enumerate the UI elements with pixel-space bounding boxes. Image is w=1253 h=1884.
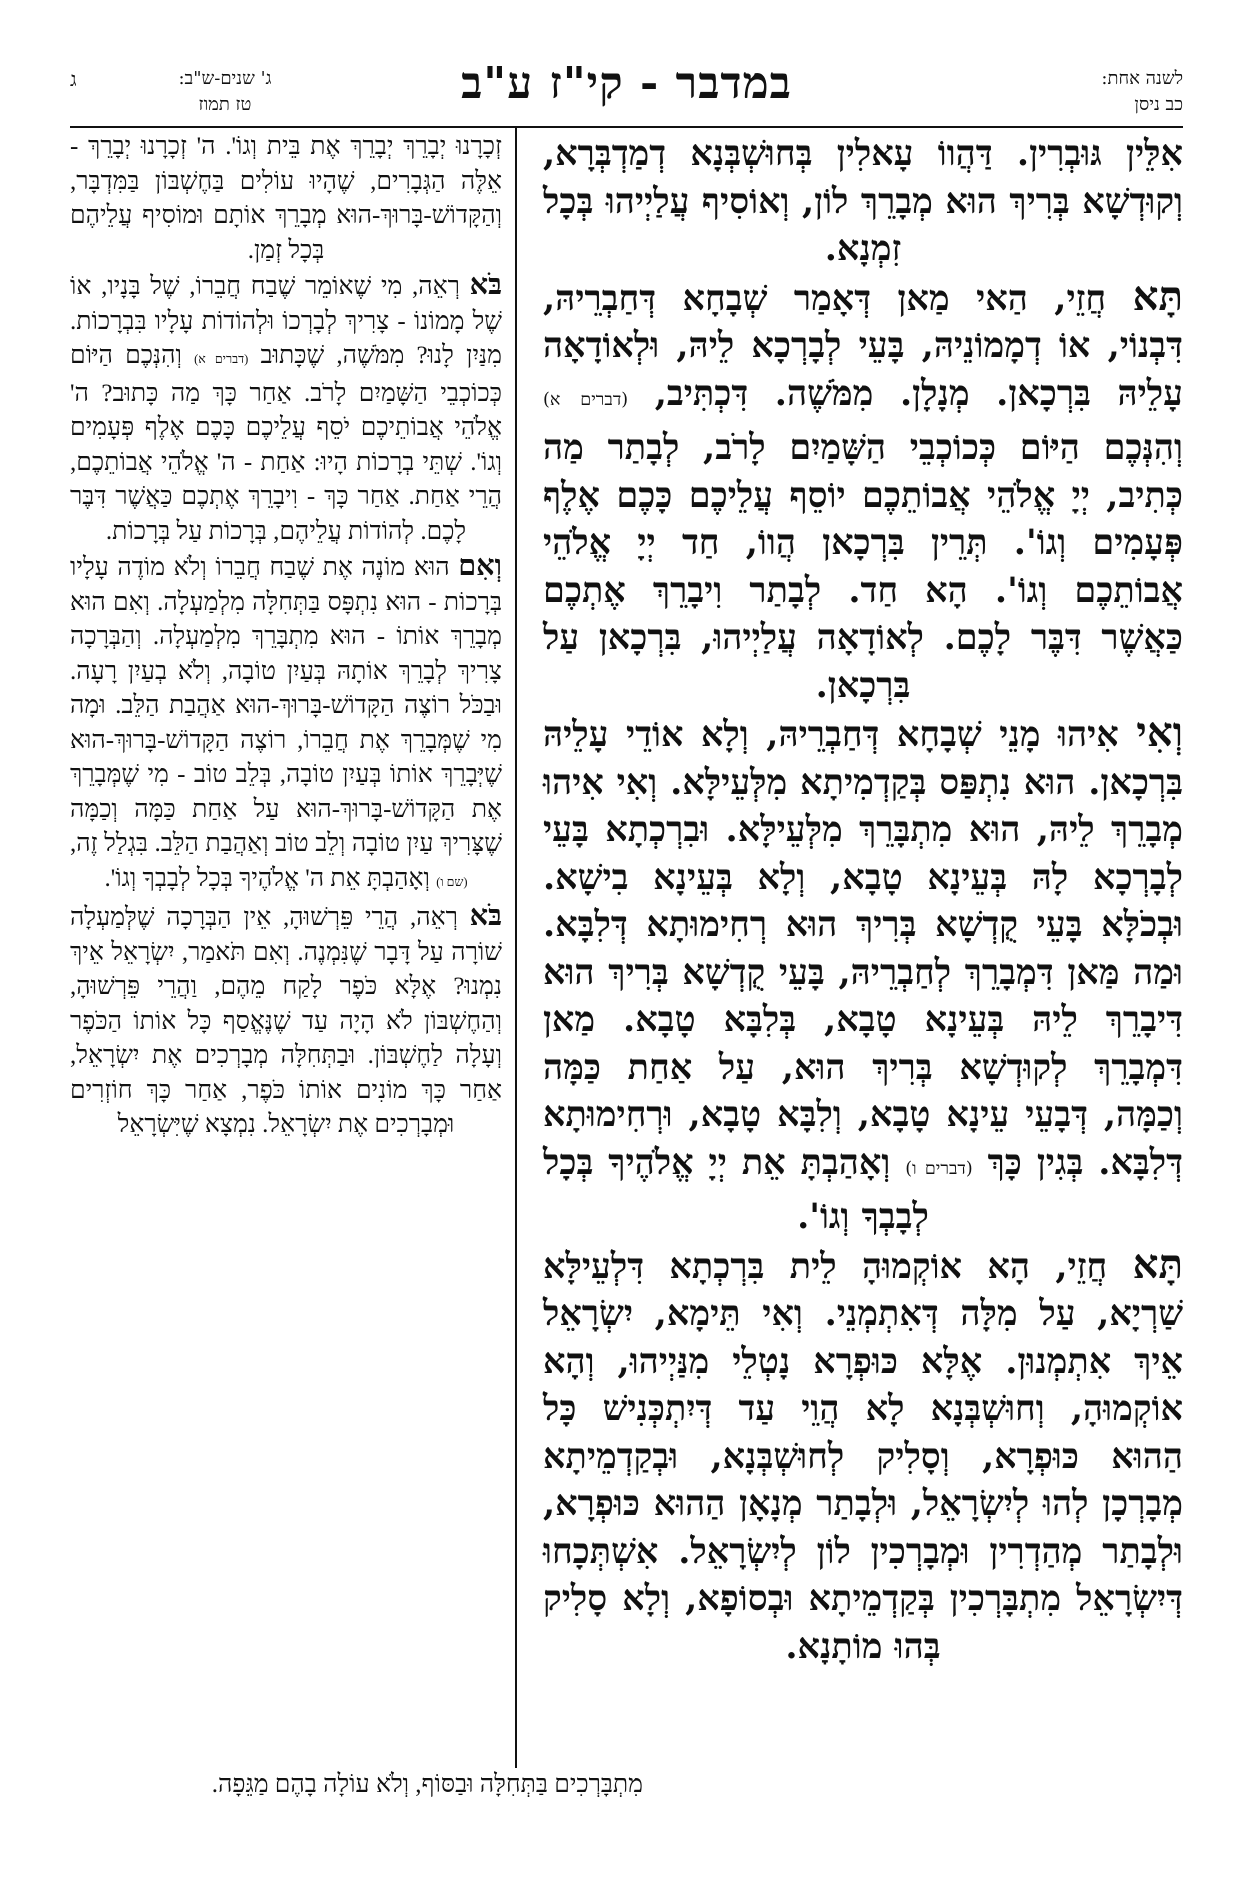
side-paragraph-2-text-a: רְאֵה, מִי שֶׁאוֹמֵר שֶׁבַח חֲבֵרוֹ, שֶׁל בָּנָיו, אוֹ שֶׁל מָמוֹנוֹ - צָרִיךְ לְבָרְכוֹ וּלְהוֹדוֹת עָלָיו בִּבְרָכוֹת. מִנַּיִן לָנוּ? מִמֹּשֶׁה, שֶׁכָּתוּב (70, 273, 502, 369)
page-title: במדבר - קי"ז ע"ב (461, 58, 792, 109)
side-column-continuation: מִתְבָּרְכִים בַּתְּחִלָּה וּבַסּוֹף, וְלֹא עוֹלָה בָהֶם מַגֵּפָה. (211, 1771, 643, 1798)
page-number: ג (70, 67, 77, 91)
main-paragraph-3 (543, 709, 1183, 1241)
main-paragraph-2-lead: תָּא (1132, 272, 1183, 320)
main-paragraph-2-text-a: חֲזֵי, הַאי מַאן דְּאָמַר שְׁבָחָא דְּחַבְרֵיהּ, דִּבְנוֹי, אוֹ דְמָמוֹנֵיהּ, בָּעֵי לְבָרְכָא לֵיהּ, וּלְאוֹדָאָה עָלֵיהּ בִּרְכָאן. מְנָלָן. מִמֹּשֶׁה. דִּכְתִּיב, (543, 277, 1183, 414)
main-paragraph-3-text-b: וְאָהַבְתָּ אֵת יְיָ אֱלֹהֶיךָ בְּכָל לְבָבְךָ וְגוֹ'. (543, 1141, 929, 1237)
schedule-one-year-label: לשנה אחת: (1101, 68, 1183, 89)
schedule-three-years-label: ג' שנים-ש"ב: (178, 68, 272, 89)
main-paragraph-4-lead: תָּא (1132, 1240, 1183, 1288)
main-paragraph-4 (543, 1241, 1183, 1671)
side-paragraph-3-reference: (שם ו) (436, 874, 468, 889)
side-paragraph-3-text-b: וְאָהַבְתָּ אֵת ה' אֱלֹהֶיךָ בְּכָל לְבָבְךָ וְגוֹ'. (104, 864, 437, 892)
column-divider (515, 128, 517, 1768)
main-paragraph-1: אִלֵּין גּוּבְרִין. דַּהֲווֹ עָאלִין בְּחוּשְׁבְּנָא דְמַדְבְּרָא, וְקוּדְשָׁא בְּרִיךְ הוּא מְבָרֵךְ לוֹן, וְאוֹסִיף עֲלַיְיהוּ בְּכָל זִמְנָא. (543, 133, 1183, 269)
main-paragraph-2 (543, 273, 1183, 710)
page-header (70, 56, 1183, 128)
side-paragraph-3-text: הוּא מוֹנֶה אֶת שֶׁבַח חֲבֵרוֹ וְלֹא מוֹדֶה עָלָיו בְּרָכוֹת - הוּא נִתְפָּס בַּתְּחִלָּה מִלְמַעְלָה. וְאִם הוּא מְבָרֵךְ אוֹתוֹ - הוּא מִתְבָּרֵךְ מִלְמַעְלָה. וְהַבְּרָכָה צָרִיךְ לְבָרֵךְ אוֹתָהּ בְּעַיִן טוֹבָה, וְלֹא בְעַיִן רָעָה. וּבַכֹּל רוֹצֶה הַקָּדוֹשׁ-בָּרוּךְ-הוּא אַהֲבַת הַלֵּב. וּמָה מִי שֶׁמְּבָרֵךְ אֶת חֲבֵרוֹ, רוֹצֶה הַקָּדוֹשׁ-בָּרוּךְ-הוּא שֶׁיְּבָרֵךְ אוֹתוֹ בְּעַיִן טוֹבָה, בְּלֵב טוֹב - מִי שֶׁמְּבָרֵךְ אֶת הַקָּדוֹשׁ-בָּרוּךְ-הוּא עַל אַחַת כַּמָּה וְכַמָּה שֶׁצָּרִיךְ עַיִן טוֹבָה וְלֵב טוֹב וְאַהֲבַת הַלֵּב. בִּגְלַל זֶה, (70, 554, 502, 857)
side-paragraph-3 (70, 549, 502, 899)
main-paragraph-3-reference: (דברים ו) (905, 1158, 973, 1179)
side-paragraph-2 (70, 268, 502, 549)
side-paragraph-4-lead: בֹּא (469, 900, 502, 932)
main-paragraph-2-reference: (דברים א) (543, 389, 629, 410)
side-column-hebrew (70, 130, 502, 1143)
main-paragraph-2-text-b: וְהִנְּכֶם הַיּוֹם כְּכוֹכְבֵי הַשָּׁמַיִם לָרֹב, לְבָתַר מַה כְּתִיב, יְיָ אֱלֹהֵי אֲבוֹתֵכֶם יוֹסֵף עֲלֵיכֶם כָּכֶם אֶלֶף פְּעָמִים וְגוֹ'. תְּרֵין בִּרְכָאן הֲווֹ, חַד יְיָ אֱלֹהֵי אֲבוֹתֵכֶם וְגוֹ'. הָא חַד. לְבָתַר וִיבָרֵךְ אֶתְכֶם כַּאֲשֶׁר דִּבֶּר לָכֶם. לְאוֹדָאָה עֲלַיְיהוּ, בִּרְכָאן עַל בִּרְכָאן. (543, 427, 1183, 706)
side-paragraph-1: זְכָרָנוּ יְבָרֵךְ יְבָרֵךְ אֶת בֵּית וְגוֹ'. ה' זְכָרָנוּ יְבָרֵךְ - אֵלֶּה הַגְּבָרִים, שֶׁהָיוּ עוֹלִים בַּחֶשְׁבּוֹן בַּמִּדְבָּר, וְהַקָּדוֹשׁ-בָּרוּךְ-הוּא מְבָרֵךְ אוֹתָם וּמוֹסִיף עֲלֵיהֶם בְּכָל זְמַן. (70, 133, 502, 264)
schedule-three-years-date: טז תמוז (198, 94, 252, 115)
main-paragraph-3-lead: וְאִי (1136, 709, 1183, 756)
main-column-aramaic (543, 130, 1183, 1670)
side-paragraph-3-lead: וְאִם (458, 550, 502, 582)
side-paragraph-4-text: רְאֵה, הֲרֵי פֵּרְשׁוּהָ, אֵין הַבְּרָכָה שֶׁלְּמַעְלָה שׁוֹרָה עַל דָּבָר שֶׁנִּמְנֶה. וְאִם תֹּאמַר, יִשְׂרָאֵל אֵיךְ נִמְנוּ? אֶלָּא כֹּפֶר לָקַח מֵהֶם, וַהֲרֵי פֵּרְשׁוּהָ, וְהַחֶשְׁבּוֹן לֹא הָיָה עַד שֶׁנֶּאֱסַף כָּל אוֹתוֹ הַכֹּפֶר וְעָלָה לַחֶשְׁבּוֹן. וּבַתְּחִלָּה מְבָרְכִים אֶת יִשְׂרָאֵל, אַחַר כָּךְ מוֹנִים אוֹתוֹ כֹּפֶר, אַחַר כָּךְ חוֹזְרִים וּמְבָרְכִים אֶת יִשְׂרָאֵל. נִמְצָא שֶׁיִּשְׂרָאֵל (70, 904, 502, 1138)
side-paragraph-2-text-b: וְהִנְּכֶם הַיּוֹם כְּכוֹכְבֵי הַשָּׁמַיִם לָרֹב. אַחַר כָּךְ מַה כָּתוּב? ה' אֱלֹהֵי אֲבוֹתֵיכֶם יֹסֵף עֲלֵיכֶם כָּכֶם אֶלֶף פְּעָמִים וְגוֹ'. שְׁתֵּי בְרָכוֹת הָיוּ: אַחַת - ה' אֱלֹהֵי אֲבוֹתֵכֶם, הֲרֵי אַחַת. אַחַר כָּךְ - וִיבָרֵךְ אֶתְכֶם כַּאֲשֶׁר דִּבֶּר לָכֶם. לְהוֹדוֹת עֲלֵיהֶם, בְּרָכוֹת עַל בְּרָכוֹת. (70, 342, 502, 545)
side-paragraph-4 (70, 899, 502, 1143)
schedule-one-year-date: כב ניסן (1134, 94, 1183, 115)
side-paragraph-2-reference: (דברים א) (194, 352, 249, 366)
main-paragraph-4-text: חֲזֵי, הָא אוֹקְמוּהָ לֵית בִּרְכְתָא דִּלְעֵילָּא שַׁרְיָא, עַל מִלָּה דְּאִתְמְנֵי. וְאִי תֵּימָא, יִשְׂרָאֵל אֵיךְ אִתְמְנוּן. אֶלָּא כּוּפְרָא נָטְלֵי מִנַּיְיהוּ, וְהָא אוֹקְמוּהָ, וְחוּשְׁבְּנָא לָא הֲוֵי עַד דְּיִתְכְּנִישׁ כָּל הַהוּא כּוּפְרָא, וְסָלִיק לְחוּשְׁבְּנָא, וּבְקַדְמֵיתָא מְבָרְכָן לְהוּ לְיִשְׂרָאֵל, וּלְבָתַר מְנָאָן הַהוּא כּוּפְרָא, וּלְבָתַר מְהַדְרִין וּמְבָרְכִין לוֹן לְיִשְׂרָאֵל. אִשְׁתְּכָחוּ דְּיִשְׂרָאֵל מִתְבָּרְכִין בְּקַדְמֵיתָא וּבְסוֹפָא, וְלָא סָלִיק בְּהוּ מוֹתָנָא. (543, 1245, 1183, 1667)
side-paragraph-2-lead: בֹּא (469, 269, 502, 301)
main-paragraph-3-text-a: אִיהוּ מָנֵי שְׁבָחָא דְּחַבְרֵיהּ, וְלָא אוֹדֵי עָלֵיהּ בִּרְכָאן. הוּא נִתְפַּס בְּקַדְמִיתָא מִלְּעֵילָּא. וְאִי אִיהוּ מְבָרֵךְ לֵיהּ, הוּא מִתְבָּרֵךְ מִלְּעֵילָּא. וּבִרְכְתָא בָּעֵי לְבָרְכָא לָהּ בְּעֵינָא טָבָא, וְלָא בְּעֵינָא בִישָׁא. וּבְכֹלָּא בָּעֵי קֻדְשָׁא בְּרִיךְ הוּא רְחִימוּתָא דְּלִבָּא. וּמַה מַּאן דִּמְבָרֵךְ לְחַבְרֵיהּ, בָּעֵי קֻדְשָׁא בְּרִיךְ הוּא דִּיבָרֵךְ לֵיהּ בְּעֵינָא טָבָא, בְּלִבָּא טָבָא. מַאן דִּמְבָרֵךְ לְקוּדְשָׁא בְּרִיךְ הוּא, עַל אַחַת כַּמָּה וְכַמָּה, דְּבָעֵי עֵינָא טָבָא, וְלִבָּא טָבָא, וּרְחִימוּתָא דְּלִבָּא. בְּגִין כָּךְ (543, 714, 1183, 1183)
